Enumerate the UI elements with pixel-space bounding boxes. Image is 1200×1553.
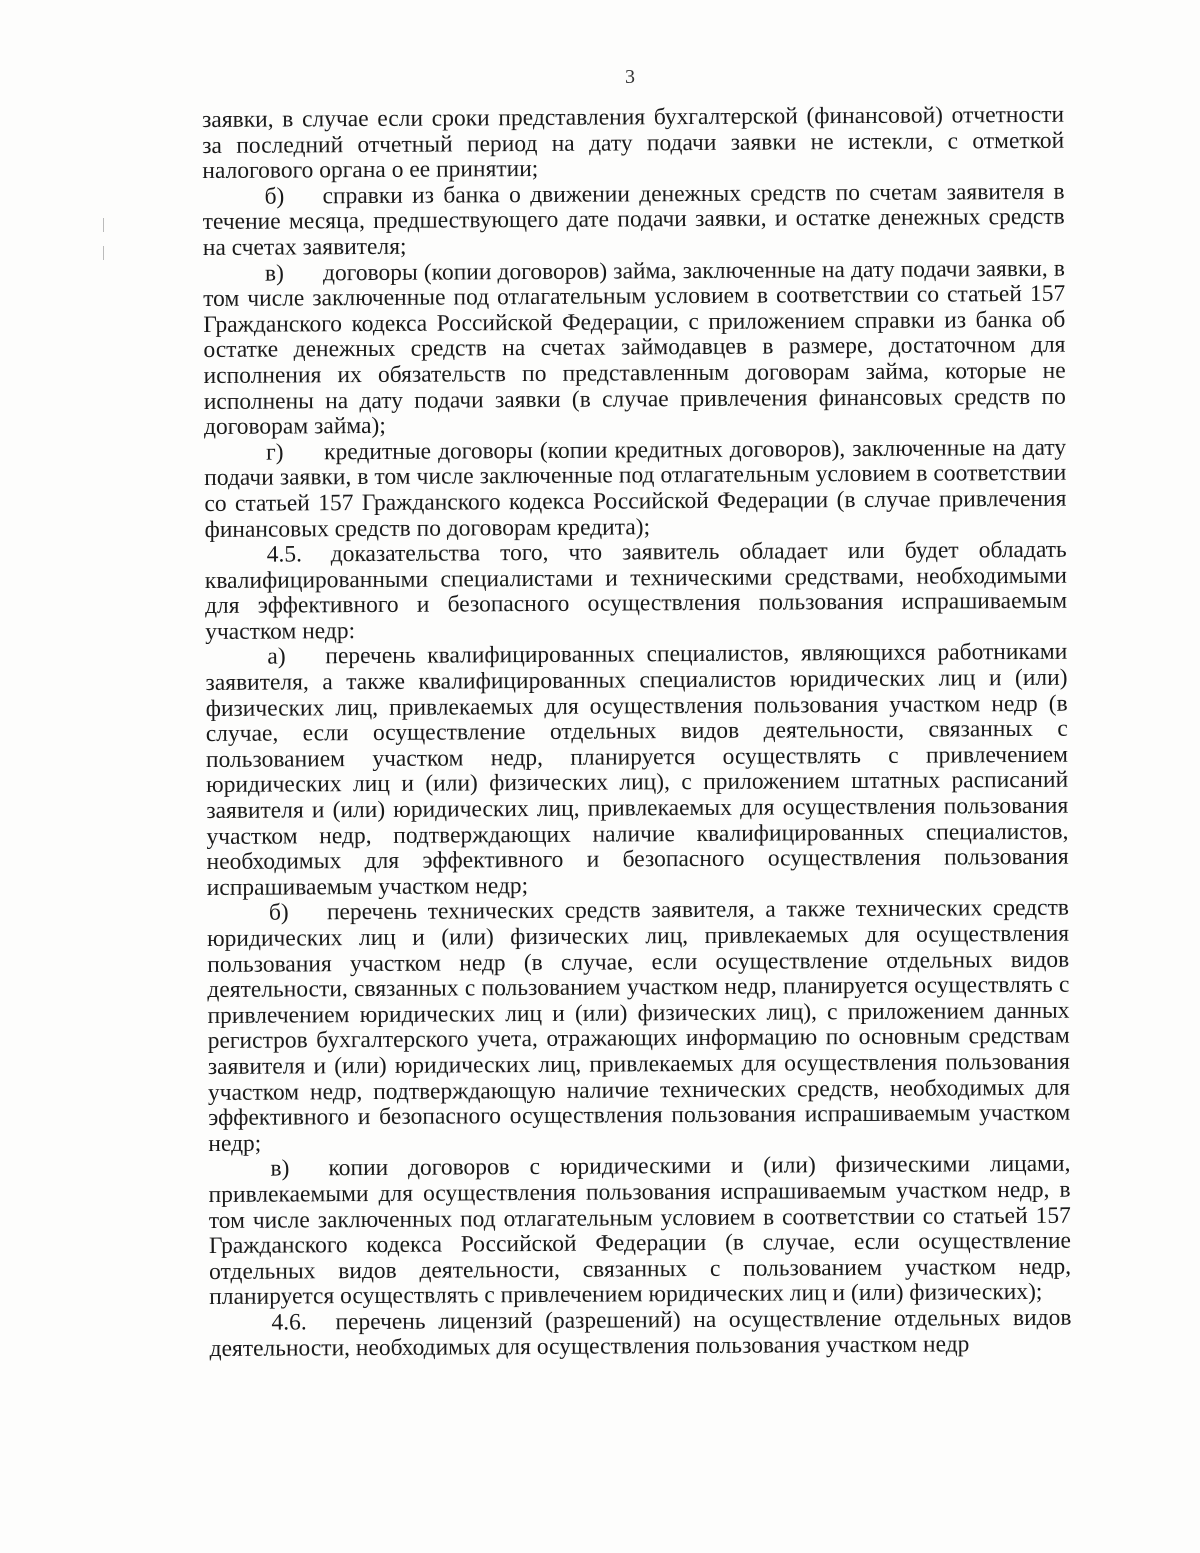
list-item-g-credit-agreements <box>204 435 1067 543</box>
section-4-6 <box>209 1306 1071 1362</box>
list-item-v-contracts <box>208 1152 1071 1311</box>
page-number: 3 <box>625 66 635 88</box>
paragraph-text: доказательства того, что заявитель обладает или будет обладать квалифицированными специалистами и техническими средствами, необходимыми для эффективного и безопасного осуществления пользования испрашиваемым участком недр: <box>204 536 1068 645</box>
list-marker: а) <box>267 643 286 671</box>
list-item-a-specialists <box>205 640 1069 901</box>
list-item-b-technical-means <box>207 896 1071 1157</box>
section-number: 4.5. <box>266 541 303 568</box>
list-item-v-loan-agreements <box>203 256 1066 440</box>
list-marker: б) <box>268 899 289 927</box>
section-number: 4.6. <box>271 1309 307 1336</box>
paragraph-text: договоры (копии договоров) займа, заключенные на дату подачи заявки, в том числе заключенные под отлагательным условием в соответствии со статьей 157 Гражданского кодекса Российской Федерации, с приложением справки из банка об остатке денежных средств на счетах займодавцев в размере, достаточном для исполнения их обязательств по представленным договорам займа, которые не исполнены на дату подачи заявки (в случае привлечения финансовых средств по договорам займа); <box>203 255 1066 441</box>
list-marker: в) <box>270 1155 290 1182</box>
paragraph-text: перечень технических средств заявителя, а также технических средств юридических лиц и (или) физических лиц, привлекаемых для осуществления пользования участком недр (в случае, если осуществление отдельных видов деятельности, связанных с пользованием участком недр, планируется осуществлять с привлечением юридических лиц и (или) физических лиц), с приложением данных регистров бухгалтерского учета, отражающих информацию по основным средствам заявителя и (или) юридических лиц, привлекаемых для осуществления пользования участком недр, подтверждающую наличие технических средств, необходимых для эффективного и безопасного осуществления пользования испрашиваемым участком недр; <box>206 895 1071 1157</box>
margin-mark <box>103 218 104 232</box>
paragraph-text: копии договоров с юридическими и (или) физическими лицами, привлекаемыми для осуществления пользования испрашиваемым участком недр, в том числе заключенных под отлагательным условием в соответствии со статьей 157 Гражданского кодекса Российской Федерации (в случае, если осуществление отдельных видов деятельности, связанных с пользованием участком недр, планируется осуществлять с привлечением юридических лиц и (или) физических); <box>208 1151 1072 1311</box>
paragraph-text: кредитные договоры (копии кредитных договоров), заключенные на дату подачи заявки, в том числе заключенные под отлагательным условием в соответствии со статьей 157 Гражданского кодекса Российской Федерации (в случае привлечения финансовых средств по договорам кредита); <box>204 434 1067 543</box>
list-item-b-bank-statements <box>202 180 1064 262</box>
section-4-5 <box>205 538 1068 646</box>
document-body <box>202 103 1072 1362</box>
paragraph-text: перечень квалифицированных специалистов, являющихся работниками заявителя, а также квалифицированных специалистов юридических лиц и (или) физических лиц, привлекаемых для осуществления пользования участком недр (в случае, если осуществление отдельных видов деятельности, связанных с пользованием участком недр, планируется осуществлять с привлечением юридических лиц и (или) физических лиц), с приложением штатных расписаний заявителя и (или) юридических лиц, привлекаемых для осуществления пользования участком недр, подтверждающих наличие квалифицированных специалистов, необходимых для эффективного и безопасного осуществления пользования испрашиваемым участком недр; <box>205 639 1069 901</box>
margin-mark <box>103 246 104 260</box>
list-marker: б) <box>264 183 285 210</box>
paragraph-text: справки из банка о движении денежных средств по счетам заявителя в течение месяца, предшествующего дате подачи заявки, и остатке денежных средств на счетах заявителя; <box>202 178 1065 261</box>
paragraph-text: заявки, в случае если сроки представления бухгалтерской (финансовой) отчетности за последний отчетный период на дату подачи заявки не истекли, с отметкой налогового органа о ее принятии; <box>201 101 1065 185</box>
list-marker: г) <box>266 439 284 466</box>
list-marker: в) <box>264 260 285 287</box>
paragraph-text: перечень лицензий (разрешений) на осуществление отдельных видов деятельности, необходимых для осуществления пользования участком недр <box>209 1304 1072 1362</box>
paragraph-continuation <box>202 103 1064 185</box>
